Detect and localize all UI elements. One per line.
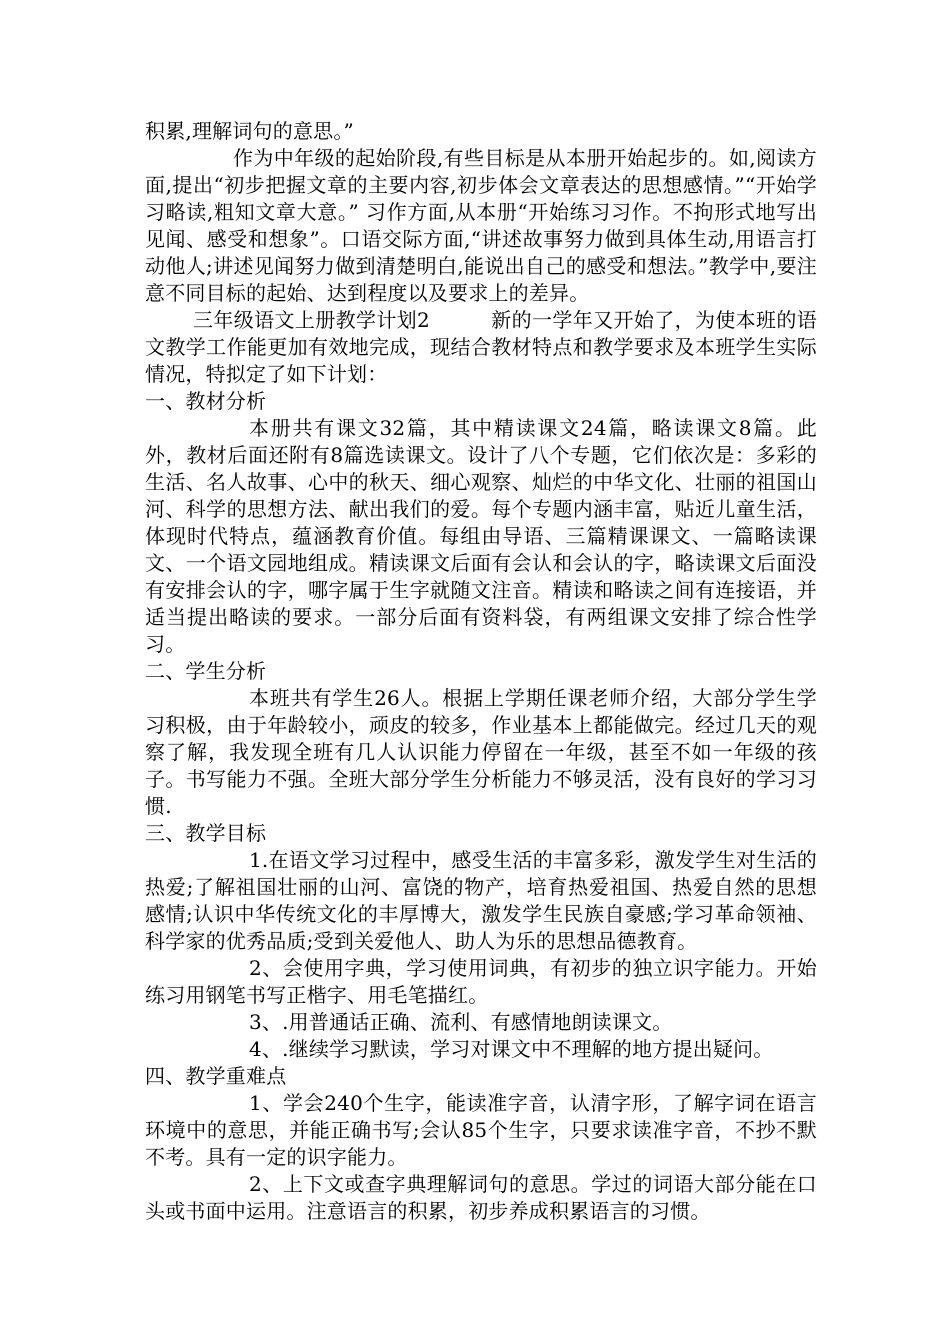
goal-item-1: 1.在语文学习过程中，感受生活的丰富多彩，激发学生对生活的热爱;了解祖国壮丽的山河、富饶的物产，培育热爱祖国、热爱自然的思想感情;认识中华传统文化的丰厚博大，激发学生民族自豪感;学习革命领袖、科学家的优秀品质;受到关爱他人、助人为乐的思想品德教育。 <box>145 848 817 953</box>
section-heading-key-difficulties: 四、教学重难点 <box>145 1064 287 1088</box>
section-heading-textbook-analysis: 一、教材分析 <box>145 389 267 413</box>
section-heading-teaching-goals: 三、教学目标 <box>145 821 267 845</box>
paragraph-textbook-analysis: 本册共有课文32篇，其中精读课文24篇，略读课文8篇。此外，教材后面还附有8篇选读课文。设计了八个专题，它们依次是：多彩的生活、名人故事、心中的秋天、细心观察、灿烂的中华文化、壮丽的祖国山河、科学的思想方法、献出我们的爱。每个专题内涵丰富，贴近儿童生活，体现时代特点，蕴涵教育价值。每组由导语、三篇精课课文、一篇略读课文、一个语文园地组成。精读课文后面有会认和会认的字，略读课文后面没有安排会认的字，哪字属于生字就随文注音。精读和略读之间有连接语，并适当提出略读的要求。一部分后面有资料袋，有两组课文安排了综合性学习。 <box>145 416 817 656</box>
difficulty-item-2: 2、上下文或查字典理解词句的意思。学过的词语大部分能在口头或书面中运用。注意语言的积累，初步养成积累语言的习惯。 <box>145 1172 817 1223</box>
paragraph-starting-goals: 作为中年级的起始阶段,有些目标是从本册开始起步的。如,阅读方面,提出“初步把握文章的主要内容,初步体会文章表达的思想感情。”“开始学习略读,粗知文章大意。” 习作方面,从本册“开始练习习作。不拘形式地写出见闻、感受和想象”。口语交际方面,“讲述故事努力做到具体生动,用语言打动他人;讲述见闻努力做到清楚明白,能说出自己的感受和想法。”教学中,要注意不同目标的起始、达到程度以及要求上的差异。 <box>145 146 817 305</box>
difficulty-item-1: 1、学会240个生字，能读准字音，认清字形，了解字词在语言环境中的意思，并能正确书写;会认85个生字，只要求读准字音，不抄不默不考。具有一定的识字能力。 <box>145 1091 817 1169</box>
section-heading-student-analysis: 二、学生分析 <box>145 659 267 683</box>
goal-item-3: 3、.用普通话正确、流利、有感情地朗读课文。 <box>249 1010 673 1034</box>
document-body <box>145 118 817 1225</box>
goal-item-2: 2、会使用字典，学习使用词典，有初步的独立识字能力。开始练习用钢笔书写正楷字、用毛笔描红。 <box>145 956 817 1007</box>
paragraph-student-analysis: 本班共有学生26人。根据上学期任课老师介绍，大部分学生学习积极，由于年龄较小，顽皮的较多，作业基本上都能做完。经过几天的观察了解，我发现全班有几人认识能力停留在一年级，甚至不如一年级的孩子。书写能力不强。全班大部分学生分析能力不够灵活，没有良好的学习习惯. <box>145 686 817 818</box>
paragraph-plan-intro: 三年级语文上册教学计划2 新的一学年又开始了，为使本班的语文教学工作能更加有效地完成，现结合教材特点和教学要求及本班学生实际情况，特拟定了如下计划： <box>145 308 817 386</box>
goal-item-4: 4、.继续学习默读，学习对课文中不理解的地方提出疑问。 <box>249 1037 774 1061</box>
paragraph-continuation: 积累,理解词句的意思。” <box>145 119 354 143</box>
